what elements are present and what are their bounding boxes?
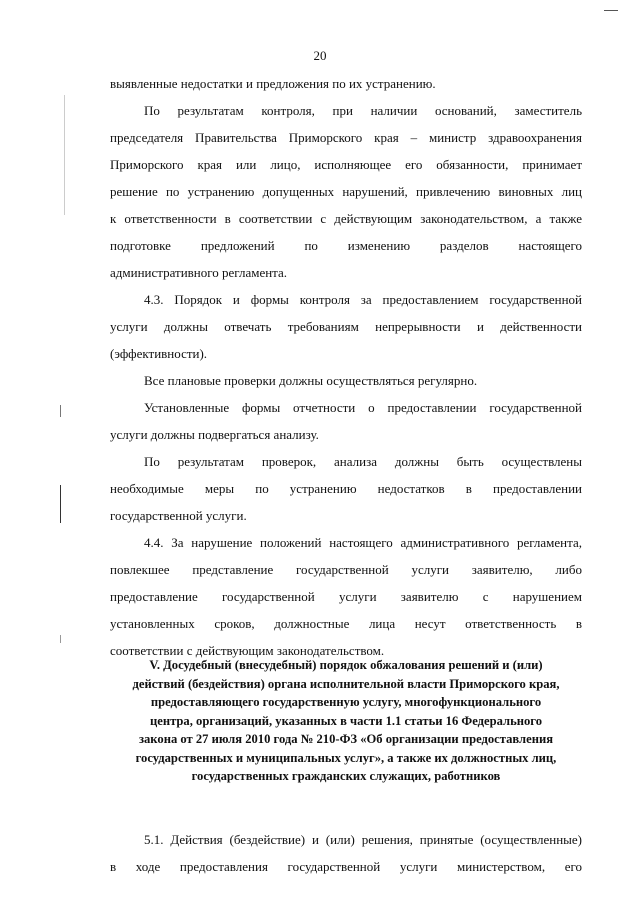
body-line: в ходе предоставления государственной услуги министерством, его	[110, 859, 582, 874]
body-line: услуги должны подвергаться анализу.	[110, 427, 319, 442]
heading-line: государственных и муниципальных услуг», а также их должностных лиц,	[135, 750, 557, 765]
body-line: к ответственности в соответствии с действующим законодательством, а также	[110, 211, 582, 226]
heading-line: предоставляющего государственную услугу, многофункционального	[150, 695, 542, 709]
body-line: 4.3. Порядок и формы контроля за предоставлением государственной	[144, 292, 582, 307]
heading-line: закона от 27 июля 2010 года № 210-ФЗ «Об организации предоставления	[138, 732, 554, 746]
body-line: 5.1. Действия (бездействие) и (или) решения, принятые (осуществленные)	[144, 832, 582, 847]
body-line: услуги должны отвечать требованиям непрерывности и действенности	[110, 319, 582, 334]
body-line: подготовке предложений по изменению разделов настоящего	[110, 238, 582, 253]
heading-line: государственных гражданских служащих, работников	[191, 769, 501, 783]
heading-line: центра, организаций, указанных в части 1.1 статьи 16 Федерального	[149, 713, 542, 728]
body-line: По результатам проверок, анализа должны быть осуществлены	[144, 454, 582, 469]
margin-scan-mark	[64, 95, 65, 215]
document-body	[110, 70, 582, 664]
body-line: предоставление государственной услуги заявителю с нарушением	[110, 589, 582, 604]
body-line: председателя Правительства Приморского края – министр здравоохранения	[110, 130, 582, 145]
section-heading	[110, 656, 582, 786]
body-line: (эффективности).	[110, 346, 208, 361]
body-line: установленных сроков, должностные лица несут ответственность в	[110, 616, 582, 631]
body-line: Приморского края или лицо, исполняющее его обязанности, принимает	[110, 157, 582, 172]
body-line: По результатам контроля, при наличии оснований, заместитель	[144, 103, 582, 118]
page-number: 20	[313, 48, 327, 63]
body-line: выявленные недостатки и предложения по их устранению.	[110, 76, 436, 91]
margin-scan-mark	[60, 635, 61, 643]
scan-corner-mark	[604, 10, 618, 11]
body-line: решение по устранению допущенных нарушений, привлечению виновных лиц	[110, 184, 582, 199]
heading-line: V. Досудебный (внесудебный) порядок обжалования решений и (или)	[149, 658, 543, 672]
body-line: соответствии с действующим законодательством.	[110, 643, 385, 658]
heading-line: действий (бездействия) органа исполнительной власти Приморского края,	[132, 676, 560, 691]
body-line: Установленные формы отчетности о предоставлении государственной	[144, 400, 582, 415]
margin-scan-mark	[60, 405, 61, 417]
document-body-continued	[110, 826, 582, 880]
body-line: необходимые меры по устранению недостатков в предоставлении	[110, 481, 582, 496]
body-line: государственной услуги.	[110, 508, 247, 523]
body-line: 4.4. За нарушение положений настоящего административного регламента,	[144, 535, 582, 550]
body-line: Все плановые проверки должны осуществляться регулярно.	[144, 373, 478, 388]
body-line: административного регламента.	[110, 265, 288, 280]
body-line: повлекшее представление государственной услуги заявителю, либо	[110, 562, 582, 577]
margin-scan-mark	[60, 485, 61, 523]
